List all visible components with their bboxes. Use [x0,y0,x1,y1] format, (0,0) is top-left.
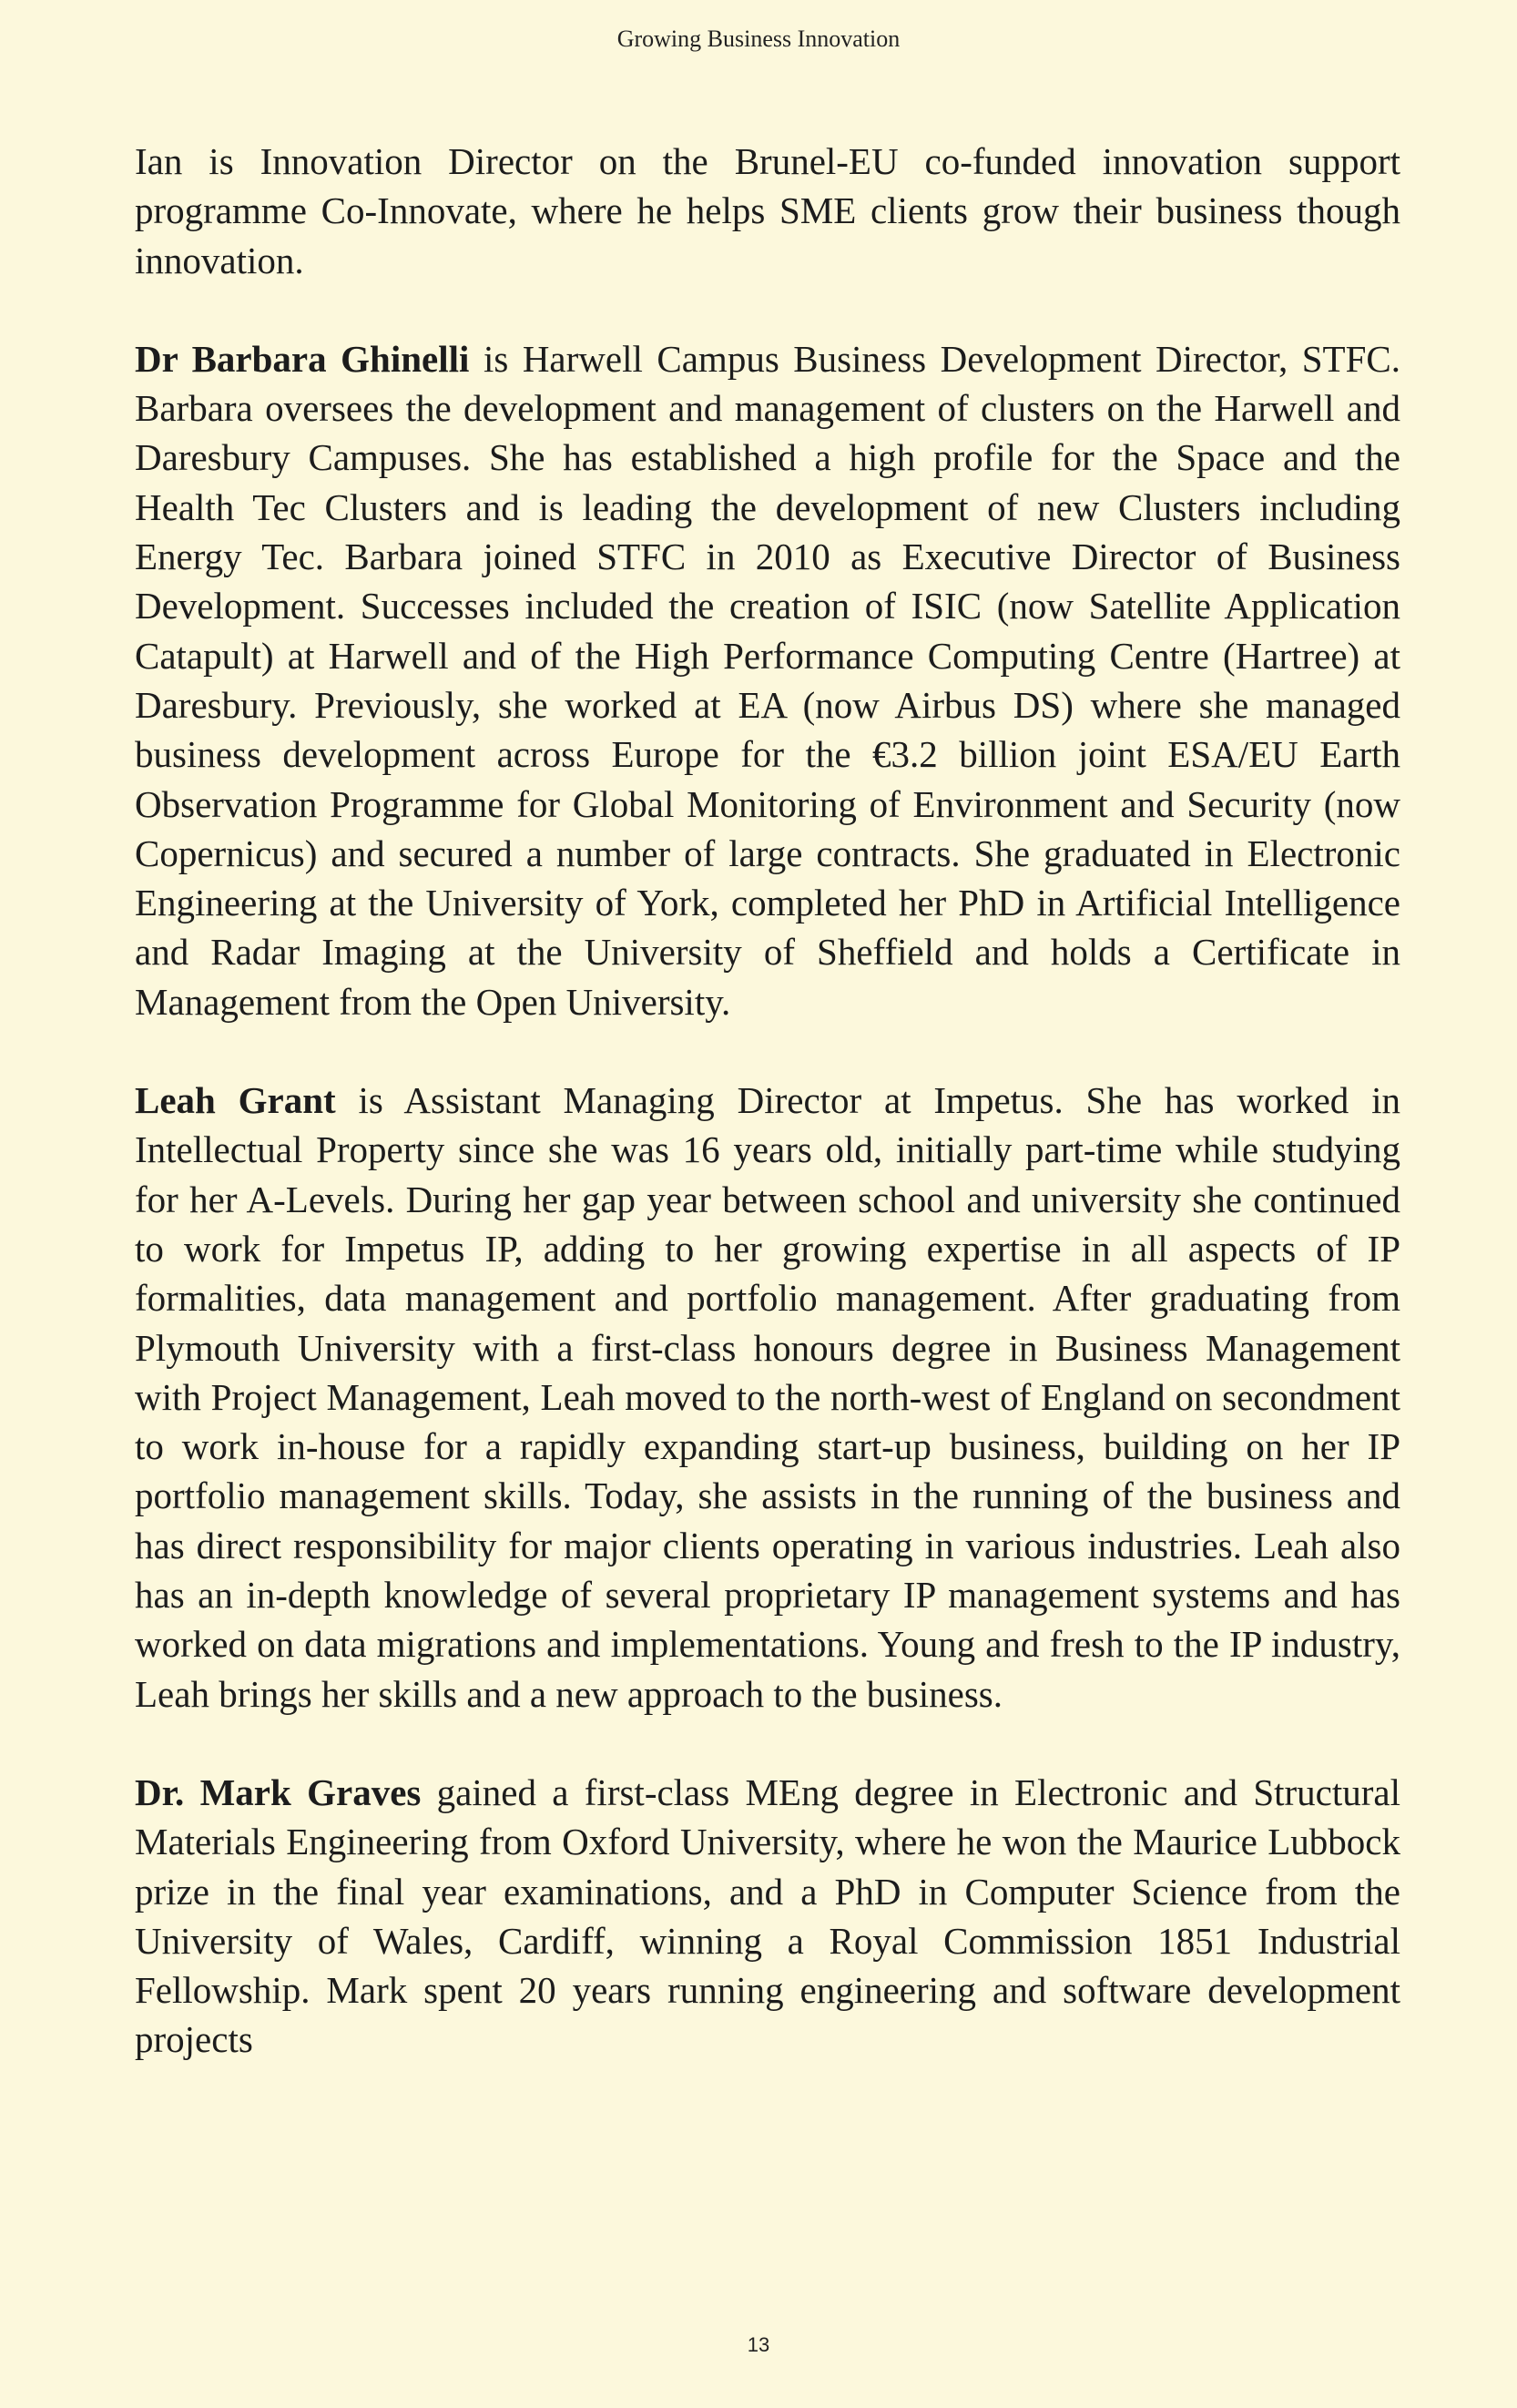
page-body [135,137,1400,2114]
paragraph-leah-grant [135,1076,1400,1719]
paragraph-ian [135,137,1400,285]
running-header: Growing Business Innovation [616,26,901,52]
person-name: Leah Grant [135,1079,336,1122]
person-name: Dr. Mark Graves [135,1770,422,1813]
paragraph-barbara-ghinelli [135,334,1400,1026]
person-name: Dr Barbara Ghinelli [135,337,470,380]
paragraph-text: is Harwell Campus Business Development Director, STFC. Barbara oversees the development and management of clusters on the Harwell and Daresbury Campuses. She has established a high profile for the Space and the Health Tec Clusters and is leading the development of new Clusters including Energy Tec. Barbara joined STFC in 2010 as Executive Director of Business Development. Successes included the creation of ISIC (now Satellite Application Catapult) at Harwell and of the High Performance Computing Centre (Hartree) at Daresbury. Previously, she worked at EA (now Airbus DS) where she managed business development across Europe for the €3.2 billion joint ESA/EU Earth Observation Programme for Global Monitoring of Environment and Security (now Copernicus) and secured a number of large contracts. She graduated in Electronic Engineering at the University of York, completed her PhD in Artificial Intelligence and Radar Imaging at the University of Sheffield and holds a Certificate in Management from the Open University. [135,337,1400,1023]
paragraph-text: Ian is Innovation Director on the Brunel-EU co-funded innovation support programme Co-Innovate, where he helps SME clients grow their business though innovation. [135,140,1400,281]
paragraph-text: is Assistant Managing Director at Impetus. She has worked in Intellectual Property since she was 16 years old, initially part-time while studying for her A-Levels. During her gap year between school and university she continued to work for Impetus IP, adding to her growing expertise in all aspects of IP formalities, data management and portfolio management. After graduating from Plymouth University with a first-class honours degree in Business Management with Project Management, Leah moved to the north-west of England on secondment to work in-house for a rapidly expanding start-up business, building on her IP portfolio management skills. Today, she assists in the running of the business and has direct responsibility for major clients operating in various industries. Leah also has an in-depth knowledge of several proprietary IP management systems and has worked on data migrations and implementations. Young and fresh to the IP industry, Leah brings her skills and a new approach to the business. [135,1079,1400,1715]
paragraph-mark-graves [135,1768,1400,2065]
page-number: 13 [747,2333,770,2356]
paragraph-text: gained a first-class MEng degree in Electronic and Structural Materials Engineering from Oxford University, where he won the Maurice Lubbock prize in the final year examinations, and a PhD in Computer Science from the University of Wales, Cardiff, winning a Royal Commission 1851 Industrial Fellowship. Mark spent 20 years running engineering and software development projects [135,1770,1401,2061]
